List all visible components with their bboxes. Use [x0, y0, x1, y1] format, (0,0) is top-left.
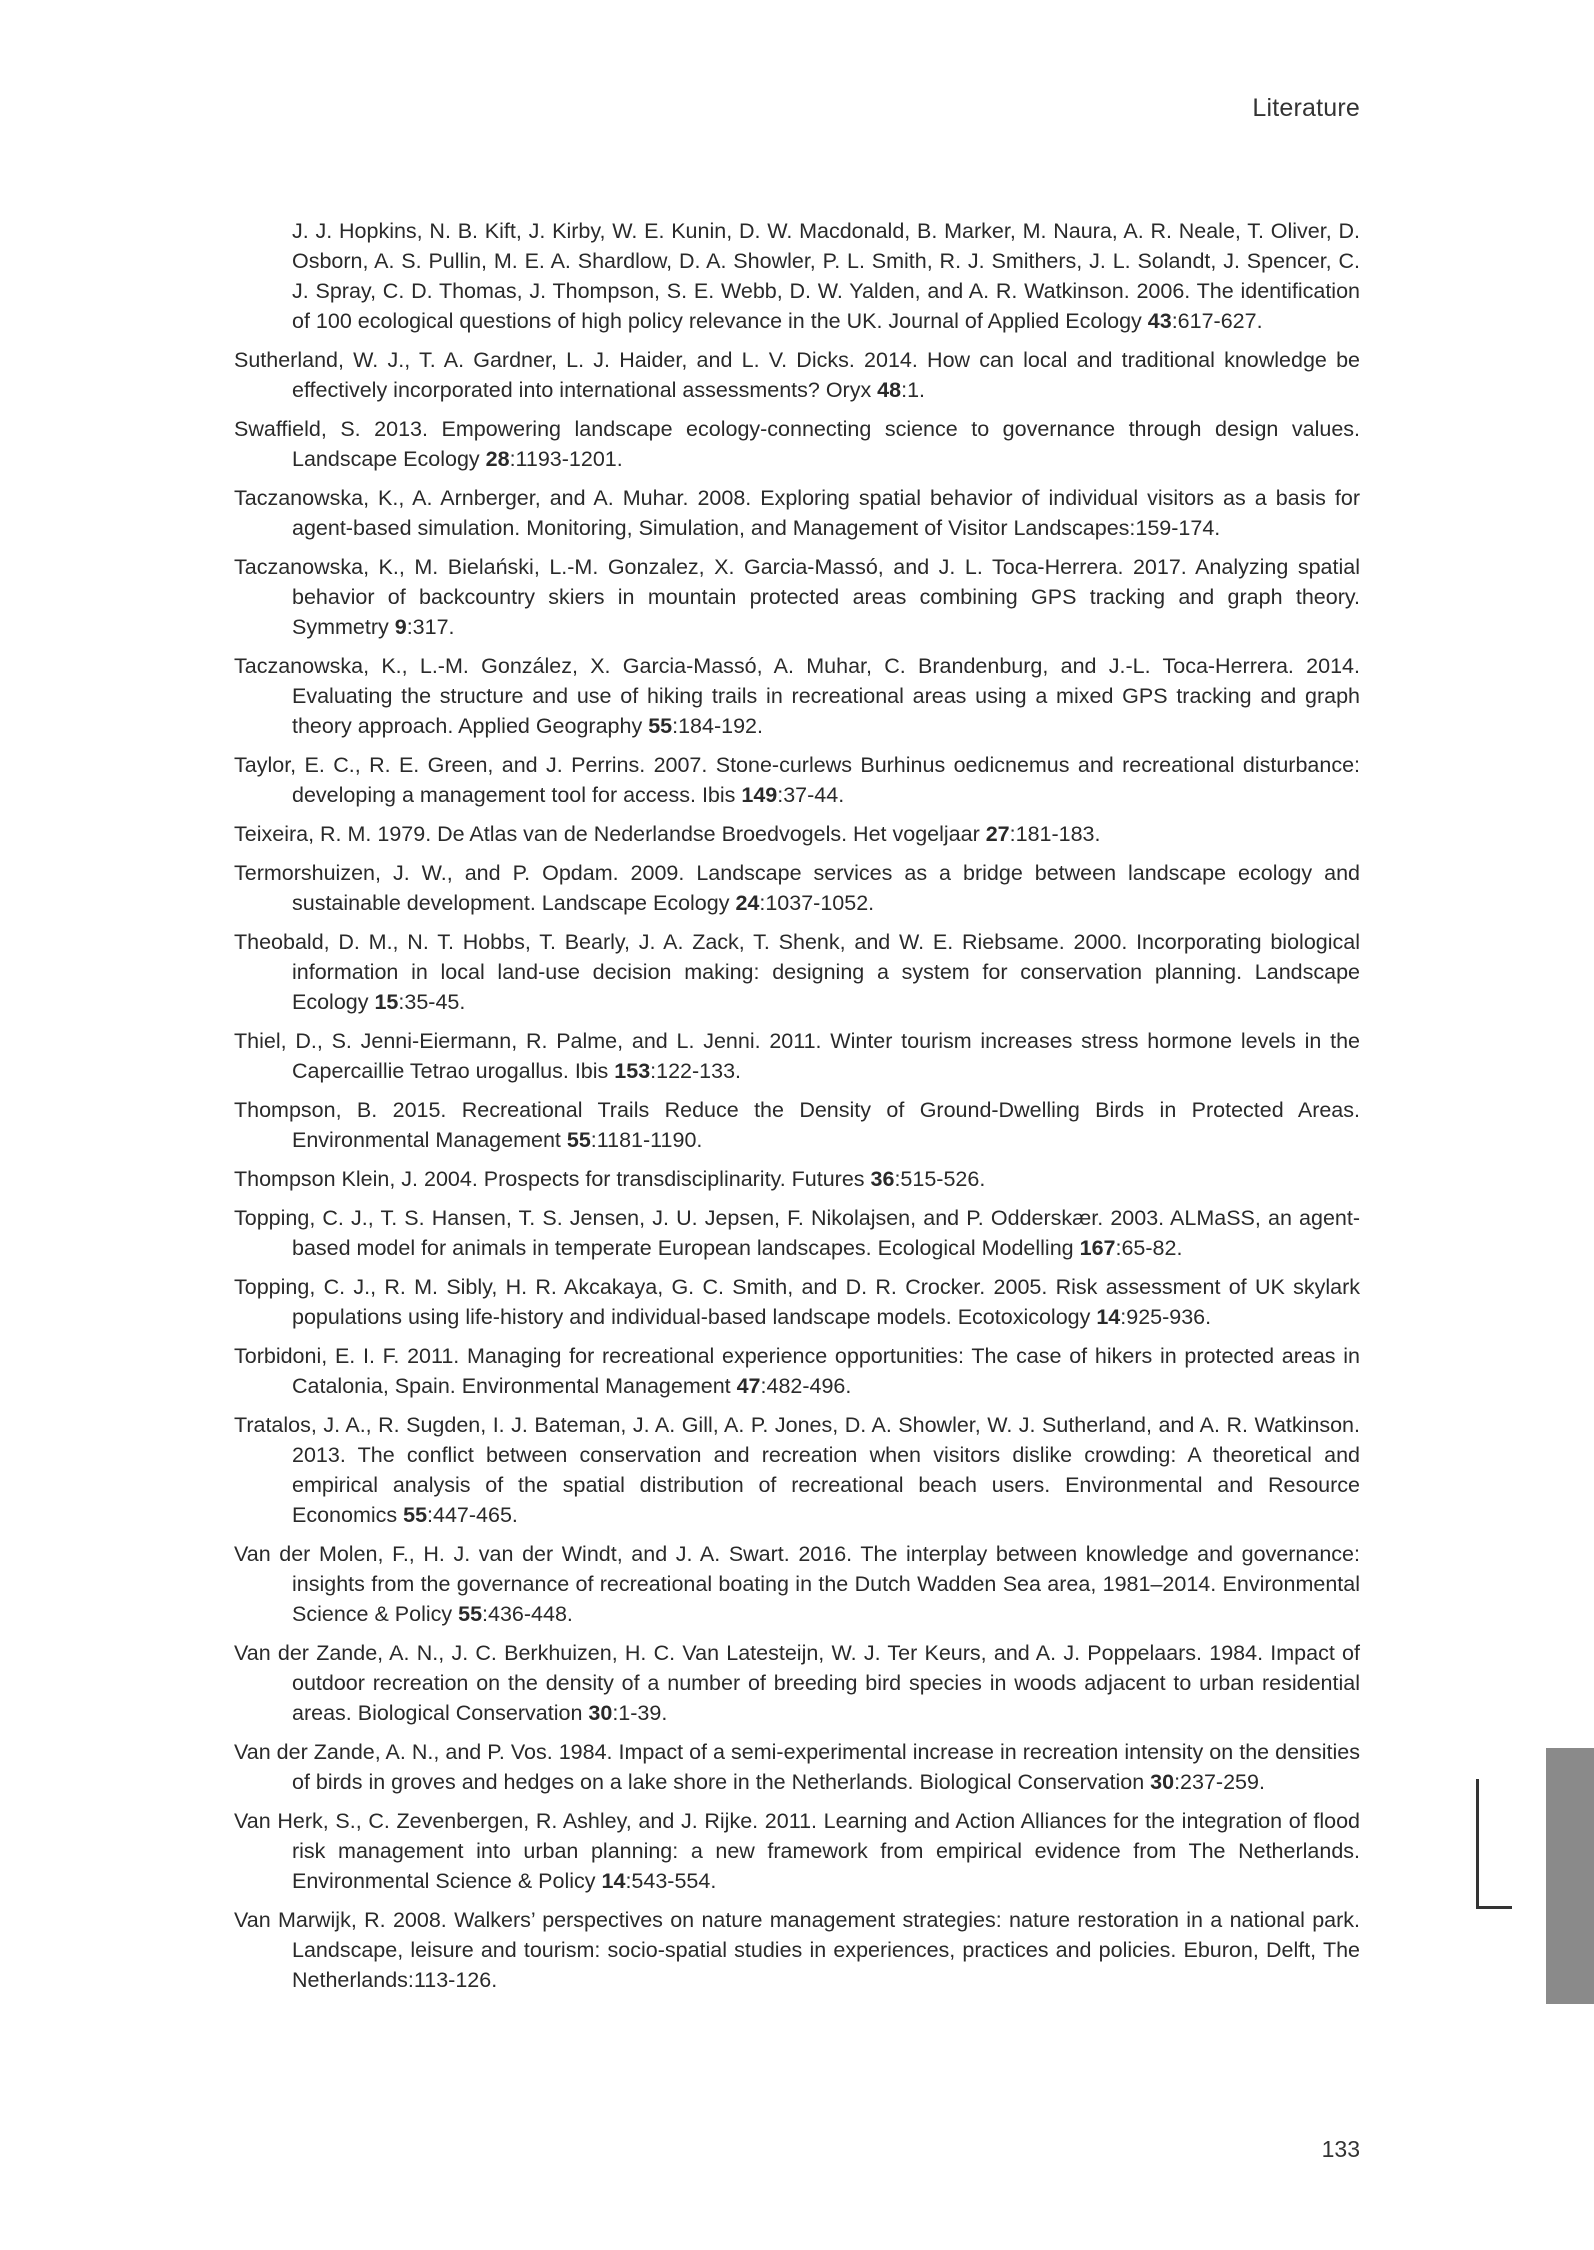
chapter-thumb-tab: [1546, 1748, 1594, 2004]
reference-entry: Termorshuizen, J. W., and P. Opdam. 2009. Landscape services as a bridge between landscape ecology and sustainable development. Landscape Ecology 24:1037-1052.: [234, 861, 1360, 915]
chapter-marker-horizontal-line: [1476, 1906, 1512, 1909]
reference-entry: Van der Zande, A. N., and P. Vos. 1984. Impact of a semi-experimental increase in recreation intensity on the densities of birds in groves and hedges on a lake shore in the Netherlands. Biological Conservation 30:237-259.: [234, 1740, 1360, 1794]
reference-entry: Teixeira, R. M. 1979. De Atlas van de Nederlandse Broedvogels. Het vogeljaar 27:181-183.: [234, 822, 1101, 846]
reference-entry: Torbidoni, E. I. F. 2011. Managing for recreational experience opportunities: The case of hikers in protected areas in Catalonia, Spain. Environmental Management 47:482-496.: [234, 1344, 1360, 1398]
reference-entry: Thompson, B. 2015. Recreational Trails Reduce the Density of Ground-Dwelling Birds in Protected Areas. Environmental Management 55:1181-1190.: [234, 1098, 1360, 1152]
reference-entry: J. J. Hopkins, N. B. Kift, J. Kirby, W. E. Kunin, D. W. Macdonald, B. Marker, M. Naura, A. R. Neale, T. Oliver, D. Osborn, A. S. Pullin, M. E. A. Shardlow, D. A. Showler, P. L. Smith, R. J. Smithers, J. L. Solandt, J. Spencer, C. J. Spray, C. D. Thomas, J. Thompson, S. E. Webb, D. W. Yalden, and A. R. Watkinson. 2006. The identification of 100 ecological questions of high policy relevance in the UK. Journal of Applied Ecology 43:617-627.: [292, 219, 1360, 333]
reference-entry: Van Herk, S., C. Zevenbergen, R. Ashley, and J. Rijke. 2011. Learning and Action Alliances for the integration of flood risk management into urban planning: a new framework from empirical evidence from The Netherlands. Environmental Science & Policy 14:543-554.: [234, 1809, 1360, 1893]
reference-entry: Tratalos, J. A., R. Sugden, I. J. Bateman, J. A. Gill, A. P. Jones, D. A. Showler, W. J. Sutherland, and A. R. Watkinson. 2013. The conflict between conservation and recreation when visitors dislike crowding: A theoretical and empirical analysis of the spatial distribution of recreational beach users. Environmental and Resource Economics 55:447-465.: [234, 1413, 1360, 1527]
running-header-title: Literature: [1252, 94, 1360, 122]
page-number: 133: [1321, 2136, 1360, 2162]
reference-entry: Sutherland, W. J., T. A. Gardner, L. J. Haider, and L. V. Dicks. 2014. How can local and traditional knowledge be effectively incorporated into international assessments? Oryx 48:1.: [234, 348, 1360, 402]
reference-entry: Swaffield, S. 2013. Empowering landscape ecology-connecting science to governance through design values. Landscape Ecology 28:1193-1201.: [234, 417, 1360, 471]
reference-entry: Van Marwijk, R. 2008. Walkers’ perspectives on nature management strategies: nature restoration in a national park. Landscape, leisure and tourism: socio-spatial studies in experiences, practices and policies. Eburon, Delft, The Netherlands:113-126.: [234, 1908, 1360, 1992]
reference-entry: Topping, C. J., T. S. Hansen, T. S. Jensen, J. U. Jepsen, F. Nikolajsen, and P. Odderskær. 2003. ALMaSS, an agent-based model for animals in temperate European landscapes. Ecological Modelling 167:65-82.: [234, 1206, 1360, 1260]
reference-entry: Taylor, E. C., R. E. Green, and J. Perrins. 2007. Stone-curlews Burhinus oedicnemus and recreational disturbance: developing a management tool for access. Ibis 149:37-44.: [234, 753, 1360, 807]
reference-list: [234, 216, 1360, 2004]
reference-entry: Van der Zande, A. N., J. C. Berkhuizen, H. C. Van Latesteijn, W. J. Ter Keurs, and A. J. Poppelaars. 1984. Impact of outdoor recreation on the density of a number of breeding bird species in woods adjacent to urban residential areas. Biological Conservation 30:1-39.: [234, 1641, 1360, 1725]
reference-entry: Taczanowska, K., A. Arnberger, and A. Muhar. 2008. Exploring spatial behavior of individual visitors as a basis for agent-based simulation. Monitoring, Simulation, and Management of Visitor Landscapes:159-174.: [234, 486, 1360, 540]
reference-entry: Thiel, D., S. Jenni-Eiermann, R. Palme, and L. Jenni. 2011. Winter tourism increases stress hormone levels in the Capercaillie Tetrao urogallus. Ibis 153:122-133.: [234, 1029, 1360, 1083]
chapter-marker-vertical-line: [1476, 1779, 1479, 1909]
reference-entry: Taczanowska, K., L.-M. González, X. Garcia-Massó, A. Muhar, C. Brandenburg, and J.-L. Toca-Herrera. 2014. Evaluating the structure and use of hiking trails in recreational areas using a mixed GPS tracking and graph theory approach. Applied Geography 55:184-192.: [234, 654, 1360, 738]
reference-entry: Van der Molen, F., H. J. van der Windt, and J. A. Swart. 2016. The interplay between knowledge and governance: insights from the governance of recreational boating in the Dutch Wadden Sea area, 1981–2014. Environmental Science & Policy 55:436-448.: [234, 1542, 1360, 1626]
reference-entry: Taczanowska, K., M. Bielański, L.-M. Gonzalez, X. Garcia-Massó, and J. L. Toca-Herrera. 2017. Analyzing spatial behavior of backcountry skiers in mountain protected areas combining GPS tracking and graph theory. Symmetry 9:317.: [234, 555, 1360, 639]
reference-entry: Theobald, D. M., N. T. Hobbs, T. Bearly, J. A. Zack, T. Shenk, and W. E. Riebsame. 2000. Incorporating biological information in local land-use decision making: designing a system for conservation planning. Landscape Ecology 15:35-45.: [234, 930, 1360, 1014]
reference-entry: Topping, C. J., R. M. Sibly, H. R. Akcakaya, G. C. Smith, and D. R. Crocker. 2005. Risk assessment of UK skylark populations using life-history and individual-based landscape models. Ecotoxicology 14:925-936.: [234, 1275, 1360, 1329]
reference-entry: Thompson Klein, J. 2004. Prospects for transdisciplinarity. Futures 36:515-526.: [234, 1167, 986, 1191]
